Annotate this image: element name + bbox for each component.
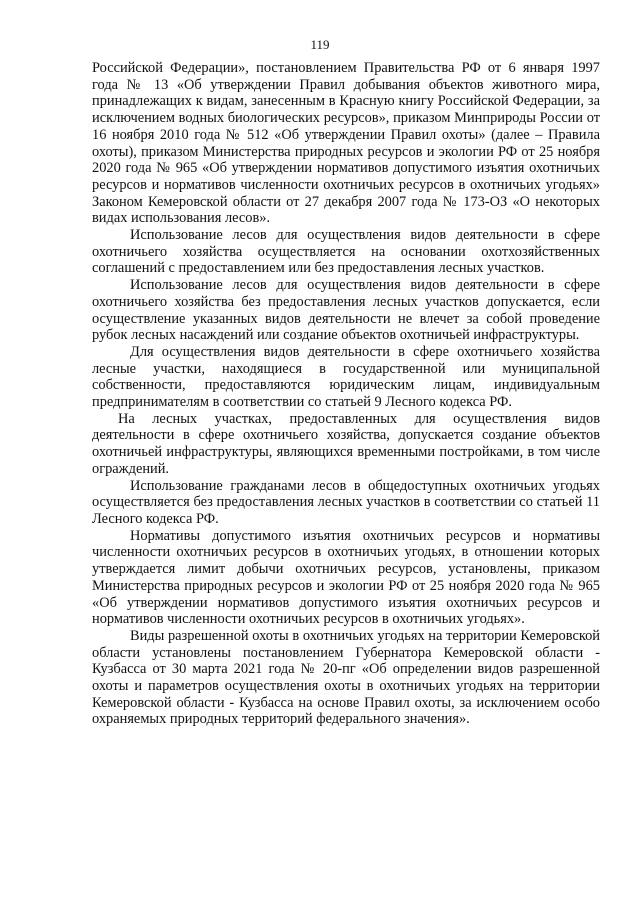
paragraph: Использование лесов для осуществления видов деятельности в сфере охотничьего хозяйства без предоставления лесных участков допускается, если осуществление указанных видов деятельности не влечет за собой проведение рубок лесных насаждений или создание объектов охотничьей инфраструктуры. xyxy=(92,277,600,344)
paragraph: Для осуществления видов деятельности в сфере охотничьего хозяйства лесные участки, находящиеся в государственной или муниципальной собственности, предоставляются юридическим лицам, индивидуальным предпринимателям в соответствии со статьей 9 Лесного кодекса РФ. xyxy=(92,343,600,411)
page-number: 119 xyxy=(310,37,330,52)
paragraph: Использование лесов для осуществления видов деятельности в сфере охотничьего хозяйства осуществляется на основании охотхозяйственных соглашений с предоставлением или без предоставления лесных участков. xyxy=(92,227,600,277)
paragraph: Нормативы допустимого изъятия охотничьих ресурсов и нормативы численности охотничьих ресурсов в охотничьих угодьях, в отношении которых утверждается лимит добычи охотничьих ресурсов, установлены, приказом Министерства природных ресурсов и экологии РФ от 25 ноября 2020 года № 965 «Об утверждении нормативов допустимого изъятия охотничьих ресурсов и нормативов численности охотничьих ресурсов в охотничьих угодьях». xyxy=(92,527,600,628)
document-body xyxy=(92,60,600,728)
paragraph: Виды разрешенной охоты в охотничьих угодьях на территории Кемеровской области установлены постановлением Губернатора Кемеровской области - Кузбасса от 30 марта 2021 года № 20-пг «Об определении видов разрешенной охоты и параметров осуществления охоты в охотничьих угодьях на территории Кемеровской области - Кузбасса на основе Правил охоты, за исключением особо охраняемых природных территорий федерального значения». xyxy=(92,627,600,728)
paragraph: Использование гражданами лесов в общедоступных охотничьих угодьях осуществляется без предоставления лесных участков в соответствии со статьей 11 Лесного кодекса РФ. xyxy=(92,477,600,527)
paragraph-continuation: Российской Федерации», постановлением Правительства РФ от 6 января 1997 года № 13 «Об утверждении Правил добывания объектов животного мира, принадлежащих к видам, занесенным в Красную книгу Российской Федерации, за исключением водных биологических ресурсов», приказом Минприроды России от 16 ноября 2010 года № 512 «Об утверждении Правил охоты» (далее – Правила охоты), приказом Министерства природных ресурсов и экологии РФ от 25 ноября 2020 года № 965 «Об утверждении нормативов допустимого изъятия охотничьих ресурсов и нормативов численности охотничьих ресурсов в охотничьих угодьях» Законом Кемеровской области от 27 декабря 2007 года № 173-ОЗ «О некоторых видах использования лесов». xyxy=(92,60,600,227)
paragraph: На лесных участках, предоставленных для осуществления видов деятельности в сфере охотничьего хозяйства, допускается создание объектов охотничьей инфраструктуры, являющихся временными постройками, в том числе ограждений. xyxy=(92,410,600,477)
